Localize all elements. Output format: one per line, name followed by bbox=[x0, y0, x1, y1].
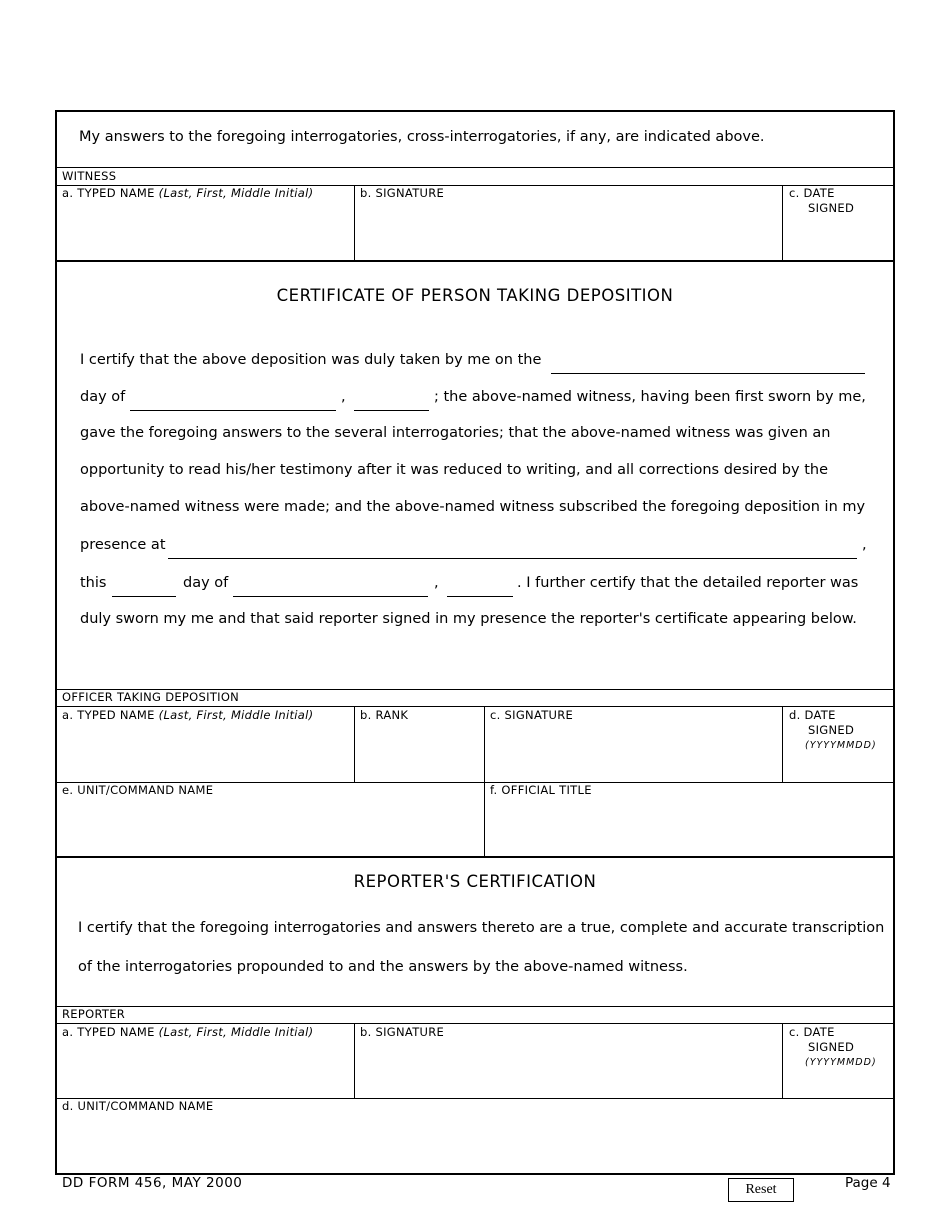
reporter-cert-line-2: of the interrogatories propounded to and the answers by the above-named witness. bbox=[78, 959, 688, 975]
cert-line-7-a: this bbox=[80, 575, 107, 591]
certificate-title: CERTIFICATE OF PERSON TAKING DEPOSITION bbox=[276, 286, 674, 305]
officer-date-input[interactable] bbox=[786, 756, 890, 780]
presence-location-input[interactable] bbox=[168, 538, 857, 559]
cert-line-5: above-named witness were made; and the above-named witness subscribed the foregoing deposition in my bbox=[80, 499, 866, 515]
witness-statement: My answers to the foregoing interrogatories, cross-interrogatories, if any, are indicated above. bbox=[79, 129, 765, 145]
reset-button[interactable]: Reset bbox=[728, 1178, 794, 1202]
comma: , bbox=[862, 537, 867, 553]
divider bbox=[56, 1006, 893, 1007]
comma: , bbox=[434, 575, 439, 591]
cert-line-3: gave the foregoing answers to the several interrogatories; that the above-named witness was given an bbox=[80, 425, 831, 441]
deposition-day-input[interactable] bbox=[551, 353, 865, 374]
officer-typed-name-input[interactable] bbox=[60, 726, 350, 779]
reporter-typed-name-label: a. TYPED NAME (Last, First, Middle Initial) bbox=[62, 1025, 314, 1039]
reporter-signature-label: b. SIGNATURE bbox=[360, 1025, 445, 1039]
cert-line-7-c: . I further certify that the detailed reporter was bbox=[517, 575, 859, 591]
signing-month-input[interactable] bbox=[233, 576, 428, 597]
divider bbox=[354, 1024, 355, 1098]
officer-signature-label: c. SIGNATURE bbox=[490, 708, 574, 722]
page-number: Page 4 bbox=[845, 1175, 891, 1191]
divider bbox=[56, 706, 893, 707]
reporter-unit-input[interactable] bbox=[60, 1117, 888, 1167]
cert-line-2-b: ; the above-named witness, having been first sworn by me, bbox=[434, 389, 866, 405]
signing-day-input[interactable] bbox=[112, 576, 176, 597]
officer-unit-label: e. UNIT/COMMAND NAME bbox=[62, 783, 214, 797]
signing-year-input[interactable] bbox=[447, 576, 513, 597]
witness-signature-label: b. SIGNATURE bbox=[360, 186, 445, 200]
section-divider bbox=[56, 260, 893, 262]
witness-date-input[interactable] bbox=[786, 220, 890, 258]
divider bbox=[56, 1023, 893, 1024]
officer-typed-name-label: a. TYPED NAME (Last, First, Middle Initial) bbox=[62, 708, 314, 722]
officer-header: OFFICER TAKING DEPOSITION bbox=[62, 690, 240, 704]
cert-line-1: I certify that the above deposition was duly taken by me on the bbox=[80, 352, 542, 368]
divider bbox=[782, 1024, 783, 1098]
officer-title-label: f. OFFICIAL TITLE bbox=[490, 783, 592, 797]
reporter-cert-title: REPORTER'S CERTIFICATION bbox=[353, 872, 597, 891]
witness-header: WITNESS bbox=[62, 169, 117, 183]
witness-date-label: c. DATE SIGNED bbox=[789, 186, 855, 215]
divider bbox=[56, 167, 893, 168]
deposition-month-input[interactable] bbox=[130, 390, 336, 411]
officer-date-label: d. DATE SIGNED (YYYYMMDD) bbox=[789, 708, 877, 751]
reporter-header: REPORTER bbox=[62, 1007, 126, 1021]
witness-typed-name-input[interactable] bbox=[60, 204, 350, 258]
section-divider bbox=[56, 856, 893, 858]
cert-line-7-b: day of bbox=[183, 575, 229, 591]
reporter-typed-name-input[interactable] bbox=[60, 1043, 350, 1095]
divider bbox=[354, 186, 355, 261]
cert-line-2-a: day of bbox=[80, 389, 126, 405]
divider bbox=[782, 707, 783, 782]
deposition-year-input[interactable] bbox=[354, 390, 429, 411]
form-frame bbox=[55, 110, 895, 1175]
officer-unit-input[interactable] bbox=[60, 801, 480, 853]
officer-signature-input[interactable] bbox=[488, 726, 778, 779]
reporter-date-label: c. DATE SIGNED (YYYYMMDD) bbox=[789, 1025, 877, 1068]
reporter-date-input[interactable] bbox=[786, 1073, 890, 1096]
divider bbox=[354, 707, 355, 782]
comma: , bbox=[341, 389, 346, 405]
witness-signature-input[interactable] bbox=[358, 204, 778, 258]
cert-line-8: duly sworn my me and that said reporter signed in my presence the reporter's certificate appearing below. bbox=[80, 611, 857, 627]
cert-line-6-a: presence at bbox=[80, 537, 166, 553]
cert-line-4: opportunity to read his/her testimony after it was reduced to writing, and all corrections desired by the bbox=[80, 462, 828, 478]
officer-rank-label: b. RANK bbox=[360, 708, 409, 722]
reporter-cert-line-1: I certify that the foregoing interrogatories and answers thereto are a true, complete and accurate transcription bbox=[78, 920, 885, 936]
form-id: DD FORM 456, MAY 2000 bbox=[62, 1175, 243, 1191]
reporter-unit-label: d. UNIT/COMMAND NAME bbox=[62, 1099, 214, 1113]
witness-typed-name-label: a. TYPED NAME (Last, First, Middle Initial) bbox=[62, 186, 314, 200]
officer-title-input[interactable] bbox=[488, 801, 888, 853]
reporter-signature-input[interactable] bbox=[358, 1043, 778, 1095]
officer-rank-input[interactable] bbox=[358, 726, 480, 779]
divider bbox=[782, 186, 783, 261]
